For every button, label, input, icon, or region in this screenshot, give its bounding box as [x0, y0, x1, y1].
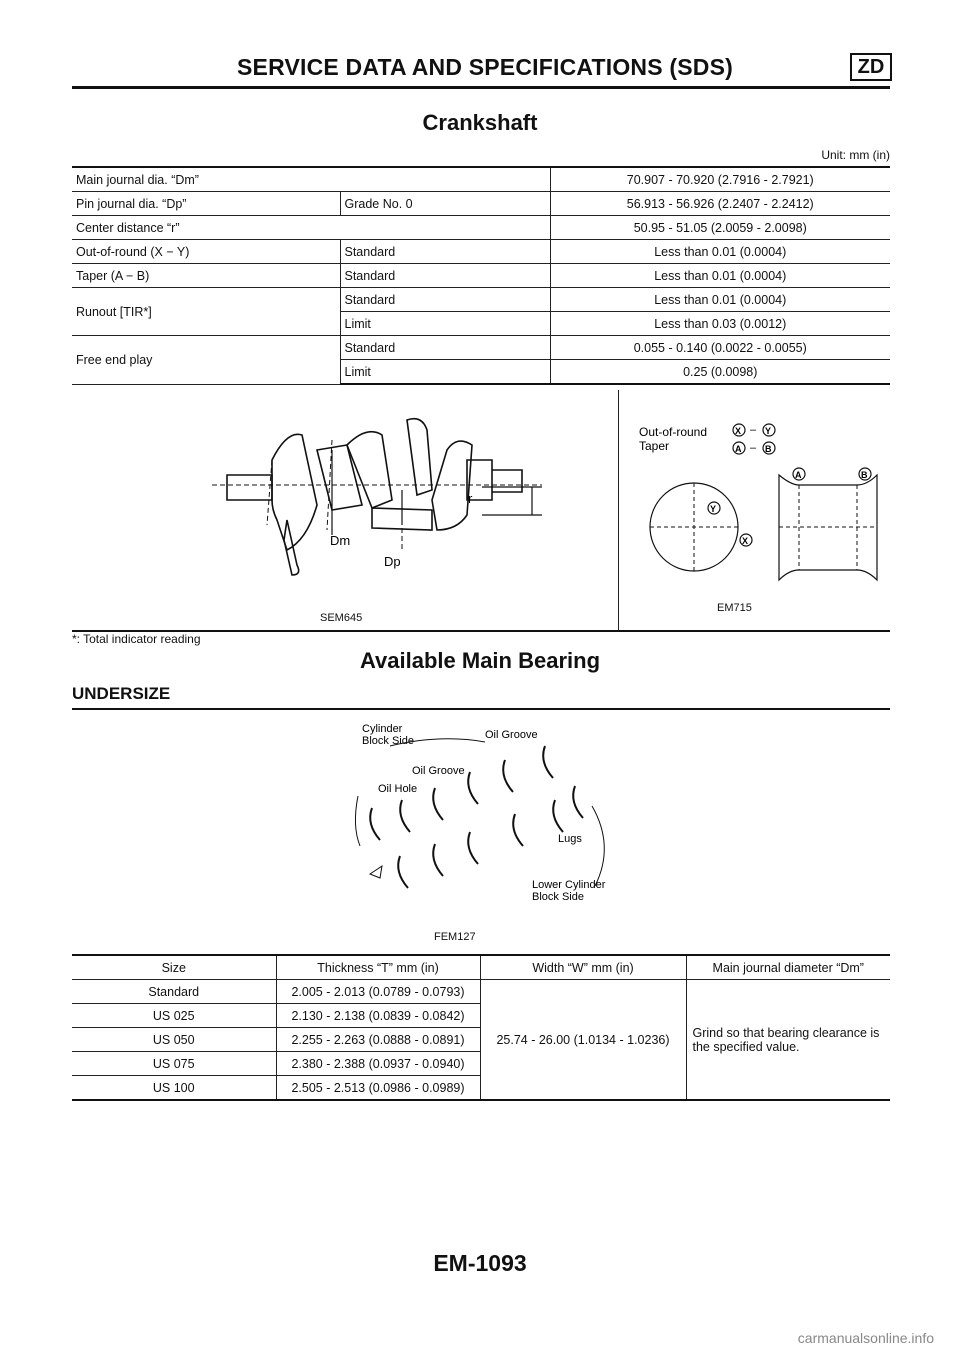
row-label: Center distance “r”	[72, 216, 550, 240]
table-row	[72, 288, 890, 312]
thickness-cell: 2.380 - 2.388 (0.0937 - 0.0940)	[276, 1052, 480, 1076]
undersize-heading: UNDERSIZE	[72, 684, 171, 703]
table-row	[72, 167, 890, 192]
row-value: 70.907 - 70.920 (2.7916 - 2.7921)	[550, 167, 890, 192]
row-label: Runout [TIR*]	[72, 288, 340, 336]
table-row	[72, 264, 890, 288]
out-of-round-illustration	[619, 390, 890, 610]
out-of-round-label: Out-of-round	[639, 425, 708, 439]
table-row	[72, 240, 890, 264]
thickness-cell: 2.255 - 2.263 (0.0888 - 0.0891)	[276, 1028, 480, 1052]
size-cell: US 100	[72, 1076, 276, 1101]
row-sub: Standard	[340, 288, 550, 312]
thickness-cell: 2.005 - 2.013 (0.0789 - 0.0793)	[276, 980, 480, 1004]
size-cell: Standard	[72, 980, 276, 1004]
size-cell: US 075	[72, 1052, 276, 1076]
size-cell: US 050	[72, 1028, 276, 1052]
row-sub: Standard	[340, 240, 550, 264]
footnote: *: Total indicator reading	[72, 632, 201, 646]
taper-label: Taper	[639, 439, 670, 453]
figure-code: SEM645	[320, 612, 363, 624]
width-cell: 25.74 - 26.00 (1.0134 - 1.0236)	[480, 980, 686, 1101]
divider	[72, 708, 890, 710]
row-label: Taper (A − B)	[72, 264, 340, 288]
row-value: Less than 0.03 (0.0012)	[550, 312, 890, 336]
bearing-illustration	[340, 716, 630, 916]
r-label: r	[468, 491, 473, 506]
lower-label-2: Block Side	[532, 891, 584, 903]
row-value: Less than 0.01 (0.0004)	[550, 288, 890, 312]
thickness-cell: 2.505 - 2.513 (0.0986 - 0.0989)	[276, 1076, 480, 1101]
a-marker: A	[735, 444, 742, 454]
groove-label-2: Oil Groove	[412, 765, 465, 777]
row-sub: Grade No. 0	[340, 192, 550, 216]
dash-1: –	[750, 424, 757, 436]
row-label: Main journal dia. “Dm”	[72, 167, 550, 192]
unit-label: Unit: mm (in)	[821, 148, 890, 162]
row-label: Pin journal dia. “Dp”	[72, 192, 340, 216]
page-number: EM-1093	[433, 1250, 527, 1276]
groove-label-1: Oil Groove	[485, 729, 538, 741]
page-header	[72, 50, 890, 89]
dp-label: Dp	[384, 554, 401, 569]
table-header-row	[72, 955, 890, 980]
table-row	[72, 216, 890, 240]
y-marker: Y	[765, 426, 772, 436]
crankshaft-figures	[72, 390, 890, 632]
row-sub: Limit	[340, 312, 550, 336]
crankshaft-illustration	[72, 390, 618, 600]
dash-2: –	[750, 442, 757, 454]
cyl-label-1: Cylinder	[362, 723, 403, 735]
crankshaft-spec-table	[72, 166, 890, 385]
lower-label-1: Lower Cylinder	[532, 879, 606, 891]
column-header: Main journal diameter “Dm”	[686, 955, 890, 980]
out-of-round-figure	[619, 390, 890, 630]
a-marker-2: A	[795, 470, 802, 480]
row-label: Free end play	[72, 336, 340, 385]
dm-label: Dm	[330, 533, 351, 548]
table-row	[72, 980, 890, 1004]
bearing-title: Available Main Bearing	[359, 648, 601, 673]
table-row	[72, 336, 890, 360]
size-cell: US 025	[72, 1004, 276, 1028]
column-header: Width “W” mm (in)	[480, 955, 686, 980]
b-marker: B	[765, 444, 772, 454]
row-sub: Standard	[340, 264, 550, 288]
cyl-label-2: Block Side	[362, 735, 414, 747]
row-value: 56.913 - 56.926 (2.2407 - 2.2412)	[550, 192, 890, 216]
row-label: Out-of-round (X − Y)	[72, 240, 340, 264]
row-value: Less than 0.01 (0.0004)	[550, 240, 890, 264]
bearing-figure	[340, 716, 630, 916]
row-sub: Standard	[340, 336, 550, 360]
column-header: Thickness “T” mm (in)	[276, 955, 480, 980]
crankshaft-title: Crankshaft	[422, 110, 538, 135]
row-value: 0.055 - 0.140 (0.0022 - 0.0055)	[550, 336, 890, 360]
watermark: carmanualsonline.info	[797, 1330, 934, 1346]
figure-code: FEM127	[434, 931, 476, 943]
row-sub: Limit	[340, 360, 550, 385]
row-value: Less than 0.01 (0.0004)	[550, 264, 890, 288]
thickness-cell: 2.130 - 2.138 (0.0839 - 0.0842)	[276, 1004, 480, 1028]
hole-label: Oil Hole	[378, 783, 418, 795]
b-marker-2: B	[861, 470, 868, 480]
bearing-table	[72, 954, 890, 1101]
crankshaft-figure	[72, 390, 619, 630]
row-value: 0.25 (0.0098)	[550, 360, 890, 385]
header-tag: ZD	[850, 53, 892, 81]
x-marker: X	[735, 426, 742, 436]
y-marker-2: Y	[710, 504, 717, 514]
x-marker-2: X	[742, 536, 749, 546]
journal-note-cell: Grind so that bearing clearance is the specified value.	[686, 980, 890, 1101]
row-value: 50.95 - 51.05 (2.0059 - 2.0098)	[550, 216, 890, 240]
header-title: SERVICE DATA AND SPECIFICATIONS (SDS)	[237, 54, 733, 80]
lugs-label: Lugs	[558, 833, 582, 845]
table-row	[72, 192, 890, 216]
figure-code: EM715	[717, 602, 752, 614]
column-header: Size	[72, 955, 276, 980]
